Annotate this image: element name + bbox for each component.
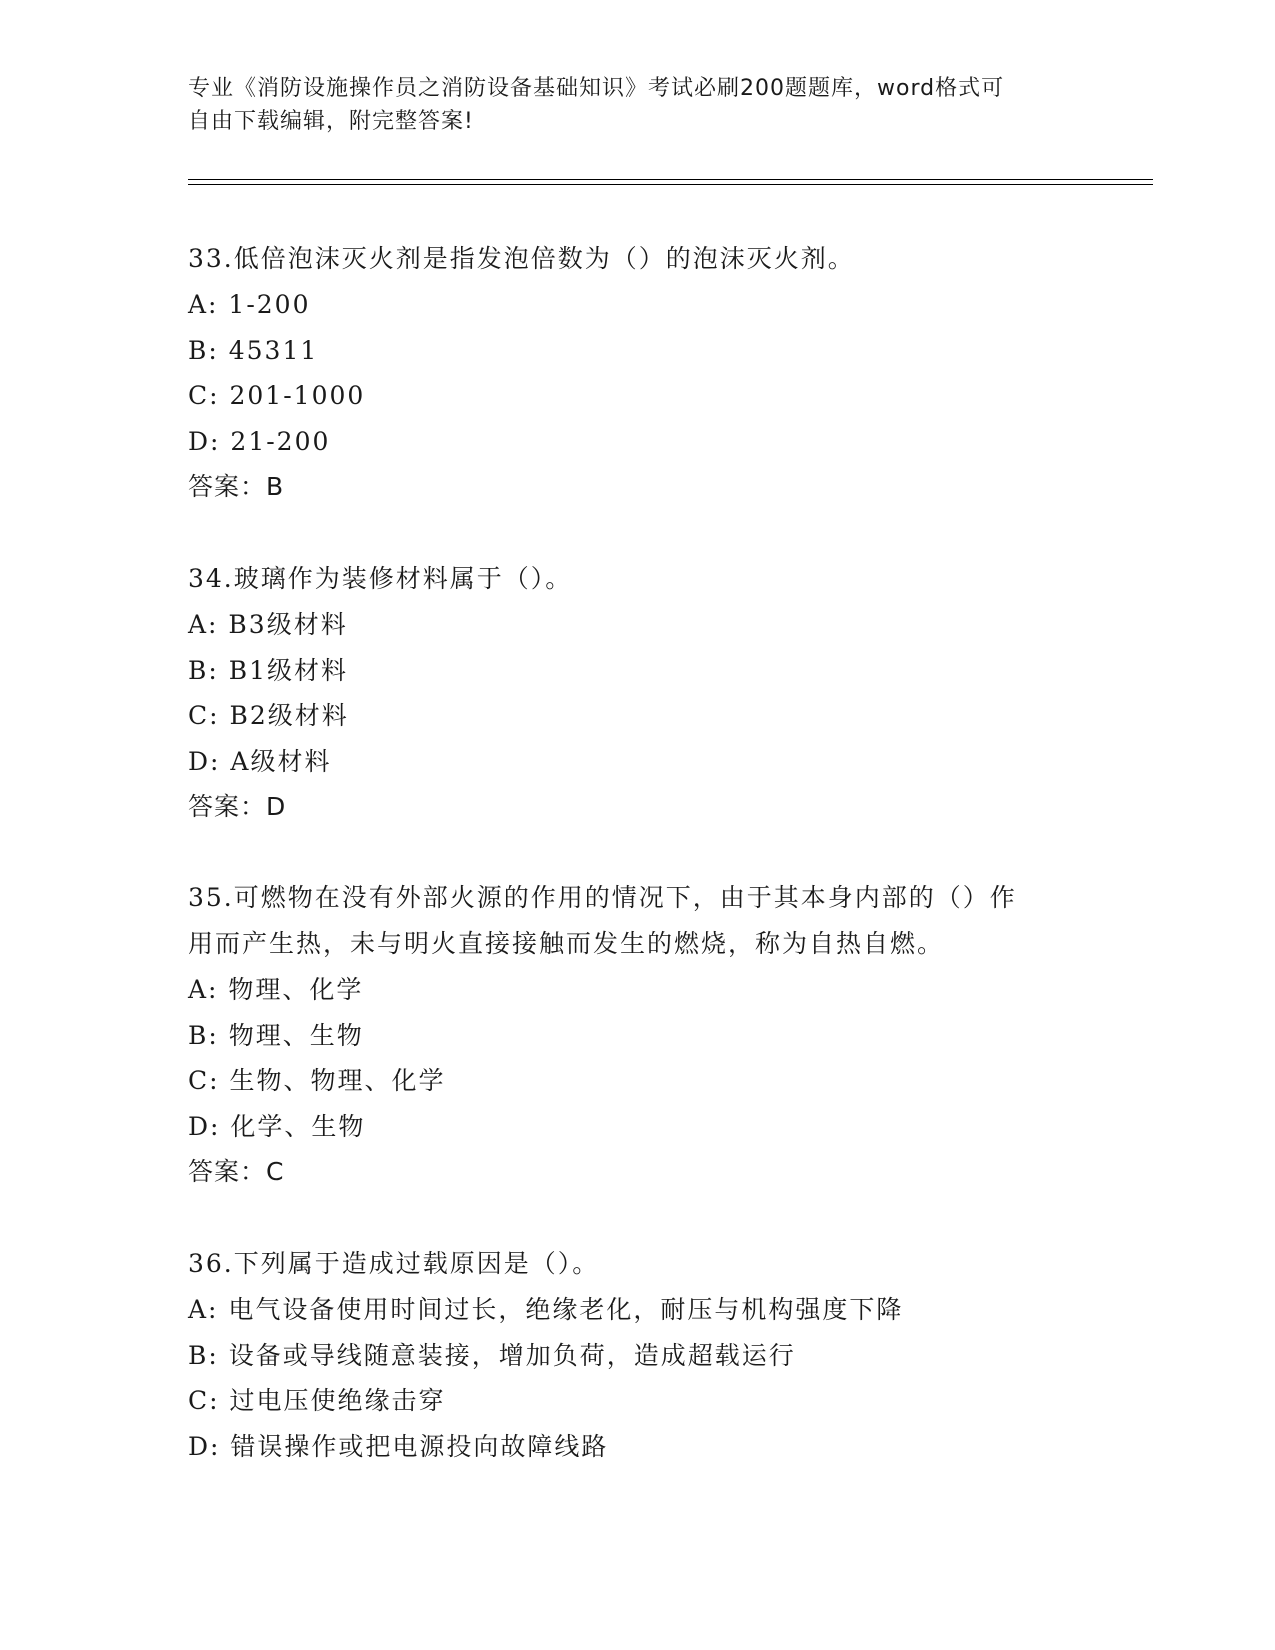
option-b: B: 物理、生物 bbox=[188, 1020, 364, 1050]
option-c: C: B2级材料 bbox=[188, 701, 349, 730]
option-d: D: 错误操作或把电源投向故障线路 bbox=[188, 1431, 609, 1461]
header-line-1: 专业《消防设施操作员之消防设备基础知识》考试必刷200题题库，word格式可 bbox=[188, 76, 1005, 101]
question-stem: 34.玻璃作为装修材料属于（）。 bbox=[188, 564, 573, 593]
answer-line: 答案：C bbox=[188, 1157, 285, 1186]
question-stem-line-2: 用而产生热，未与明火直接接触而发生的燃烧，称为自热自燃。 bbox=[188, 929, 945, 958]
option-d: D: A级材料 bbox=[188, 746, 332, 776]
option-d: D: 化学、生物 bbox=[188, 1111, 366, 1141]
answer-line: 答案：B bbox=[188, 472, 285, 501]
question-stem-line-1: 35.可燃物在没有外部火源的作用的情况下，由于其本身内部的（）作 bbox=[188, 883, 1017, 912]
document-header bbox=[188, 72, 1088, 138]
question-stem: 36.下列属于造成过载原因是（）。 bbox=[188, 1249, 600, 1278]
option-c: C: 201-1000 bbox=[188, 381, 366, 410]
option-a: A: 物理、化学 bbox=[188, 975, 364, 1004]
header-line-2: 自由下载编辑，附完整答案! bbox=[188, 109, 474, 134]
option-c: C: 生物、物理、化学 bbox=[188, 1066, 446, 1095]
option-a: A: B3级材料 bbox=[188, 610, 348, 639]
header-divider-top bbox=[188, 179, 1153, 180]
option-a: A: 电气设备使用时间过长，绝缘老化，耐压与机构强度下降 bbox=[188, 1295, 904, 1324]
question-34 bbox=[188, 556, 1108, 829]
option-b: B: 设备或导线随意装接，增加负荷，造成超载运行 bbox=[188, 1340, 796, 1370]
option-a: A: 1-200 bbox=[188, 290, 311, 319]
question-33 bbox=[188, 236, 1108, 509]
question-36 bbox=[188, 1241, 1108, 1469]
option-d: D: 21-200 bbox=[188, 426, 331, 456]
answer-line: 答案：D bbox=[188, 792, 287, 821]
question-stem: 33.低倍泡沫灭火剂是指发泡倍数为（）的泡沫灭火剂。 bbox=[188, 244, 855, 273]
option-c: C: 过电压使绝缘击穿 bbox=[188, 1386, 446, 1415]
option-b: B: 45311 bbox=[188, 335, 319, 365]
header-divider-bottom bbox=[188, 184, 1153, 185]
question-35 bbox=[188, 875, 1108, 1194]
option-b: B: B1级材料 bbox=[188, 655, 349, 685]
